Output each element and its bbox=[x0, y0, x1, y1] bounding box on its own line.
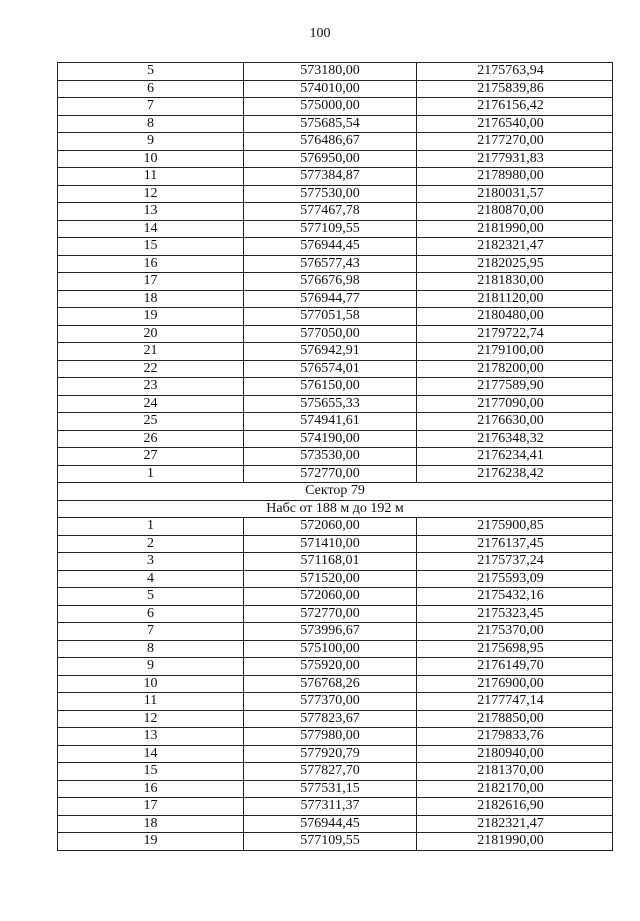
table-row bbox=[58, 220, 613, 238]
table-row bbox=[58, 360, 613, 378]
table-row bbox=[58, 255, 613, 273]
point-number-cell: 5 bbox=[58, 63, 244, 81]
table-row bbox=[58, 325, 613, 343]
y-coordinate-cell: 2181990,00 bbox=[417, 220, 613, 238]
y-coordinate-cell: 2175698,95 bbox=[417, 640, 613, 658]
table-row bbox=[58, 413, 613, 431]
x-coordinate-cell: 576942,91 bbox=[244, 343, 417, 361]
y-coordinate-cell: 2180480,00 bbox=[417, 308, 613, 326]
y-coordinate-cell: 2176137,45 bbox=[417, 535, 613, 553]
point-number-cell: 8 bbox=[58, 640, 244, 658]
y-coordinate-cell: 2182616,90 bbox=[417, 798, 613, 816]
y-coordinate-cell: 2179100,00 bbox=[417, 343, 613, 361]
y-coordinate-cell: 2175839,86 bbox=[417, 80, 613, 98]
table-row bbox=[58, 535, 613, 553]
x-coordinate-cell: 571520,00 bbox=[244, 570, 417, 588]
table-row bbox=[58, 185, 613, 203]
table-row bbox=[58, 833, 613, 851]
point-number-cell: 2 bbox=[58, 535, 244, 553]
x-coordinate-cell: 576486,67 bbox=[244, 133, 417, 151]
table-row bbox=[58, 133, 613, 151]
point-number-cell: 6 bbox=[58, 605, 244, 623]
point-number-cell: 13 bbox=[58, 728, 244, 746]
x-coordinate-cell: 575100,00 bbox=[244, 640, 417, 658]
x-coordinate-cell: 576768,26 bbox=[244, 675, 417, 693]
table-row bbox=[58, 343, 613, 361]
section-header-row bbox=[58, 500, 613, 518]
table-row bbox=[58, 728, 613, 746]
table-row bbox=[58, 150, 613, 168]
point-number-cell: 25 bbox=[58, 413, 244, 431]
x-coordinate-cell: 577109,55 bbox=[244, 833, 417, 851]
table-row bbox=[58, 798, 613, 816]
table-row bbox=[58, 693, 613, 711]
point-number-cell: 21 bbox=[58, 343, 244, 361]
y-coordinate-cell: 2180870,00 bbox=[417, 203, 613, 221]
y-coordinate-cell: 2182321,47 bbox=[417, 238, 613, 256]
table-row bbox=[58, 815, 613, 833]
x-coordinate-cell: 572060,00 bbox=[244, 588, 417, 606]
y-coordinate-cell: 2177589,90 bbox=[417, 378, 613, 396]
y-coordinate-cell: 2181830,00 bbox=[417, 273, 613, 291]
x-coordinate-cell: 577980,00 bbox=[244, 728, 417, 746]
y-coordinate-cell: 2178200,00 bbox=[417, 360, 613, 378]
y-coordinate-cell: 2176630,00 bbox=[417, 413, 613, 431]
coordinates-table-body bbox=[58, 63, 613, 851]
page-number: 100 bbox=[309, 26, 331, 41]
x-coordinate-cell: 571410,00 bbox=[244, 535, 417, 553]
x-coordinate-cell: 576150,00 bbox=[244, 378, 417, 396]
y-coordinate-cell: 2177270,00 bbox=[417, 133, 613, 151]
point-number-cell: 1 bbox=[58, 518, 244, 536]
table-row bbox=[58, 378, 613, 396]
x-coordinate-cell: 577531,15 bbox=[244, 780, 417, 798]
y-coordinate-cell: 2176156,42 bbox=[417, 98, 613, 116]
table-row bbox=[58, 553, 613, 571]
point-number-cell: 10 bbox=[58, 150, 244, 168]
point-number-cell: 7 bbox=[58, 98, 244, 116]
y-coordinate-cell: 2180940,00 bbox=[417, 745, 613, 763]
point-number-cell: 7 bbox=[58, 623, 244, 641]
table-row bbox=[58, 98, 613, 116]
x-coordinate-cell: 577467,78 bbox=[244, 203, 417, 221]
y-coordinate-cell: 2175432,16 bbox=[417, 588, 613, 606]
table-row bbox=[58, 763, 613, 781]
table-row bbox=[58, 623, 613, 641]
y-coordinate-cell: 2178980,00 bbox=[417, 168, 613, 186]
point-number-cell: 22 bbox=[58, 360, 244, 378]
point-number-cell: 15 bbox=[58, 763, 244, 781]
y-coordinate-cell: 2176900,00 bbox=[417, 675, 613, 693]
point-number-cell: 16 bbox=[58, 780, 244, 798]
y-coordinate-cell: 2176540,00 bbox=[417, 115, 613, 133]
x-coordinate-cell: 576944,77 bbox=[244, 290, 417, 308]
table-row bbox=[58, 63, 613, 81]
point-number-cell: 27 bbox=[58, 448, 244, 466]
point-number-cell: 13 bbox=[58, 203, 244, 221]
x-coordinate-cell: 576577,43 bbox=[244, 255, 417, 273]
y-coordinate-cell: 2177747,14 bbox=[417, 693, 613, 711]
x-coordinate-cell: 577109,55 bbox=[244, 220, 417, 238]
x-coordinate-cell: 577920,79 bbox=[244, 745, 417, 763]
table-row bbox=[58, 570, 613, 588]
point-number-cell: 16 bbox=[58, 255, 244, 273]
x-coordinate-cell: 577051,58 bbox=[244, 308, 417, 326]
x-coordinate-cell: 572770,00 bbox=[244, 465, 417, 483]
y-coordinate-cell: 2181370,00 bbox=[417, 763, 613, 781]
table-row bbox=[58, 238, 613, 256]
point-number-cell: 17 bbox=[58, 798, 244, 816]
y-coordinate-cell: 2175900,85 bbox=[417, 518, 613, 536]
point-number-cell: 4 bbox=[58, 570, 244, 588]
x-coordinate-cell: 573996,67 bbox=[244, 623, 417, 641]
table-row bbox=[58, 308, 613, 326]
point-number-cell: 17 bbox=[58, 273, 244, 291]
y-coordinate-cell: 2175370,00 bbox=[417, 623, 613, 641]
y-coordinate-cell: 2176348,32 bbox=[417, 430, 613, 448]
point-number-cell: 6 bbox=[58, 80, 244, 98]
table-row bbox=[58, 710, 613, 728]
point-number-cell: 23 bbox=[58, 378, 244, 396]
x-coordinate-cell: 573530,00 bbox=[244, 448, 417, 466]
x-coordinate-cell: 572770,00 bbox=[244, 605, 417, 623]
point-number-cell: 15 bbox=[58, 238, 244, 256]
point-number-cell: 18 bbox=[58, 290, 244, 308]
table-row bbox=[58, 80, 613, 98]
y-coordinate-cell: 2181990,00 bbox=[417, 833, 613, 851]
table-row bbox=[58, 518, 613, 536]
x-coordinate-cell: 573180,00 bbox=[244, 63, 417, 81]
x-coordinate-cell: 571168,01 bbox=[244, 553, 417, 571]
x-coordinate-cell: 572060,00 bbox=[244, 518, 417, 536]
x-coordinate-cell: 574941,61 bbox=[244, 413, 417, 431]
point-number-cell: 12 bbox=[58, 710, 244, 728]
point-number-cell: 3 bbox=[58, 553, 244, 571]
y-coordinate-cell: 2182321,47 bbox=[417, 815, 613, 833]
point-number-cell: 14 bbox=[58, 745, 244, 763]
x-coordinate-cell: 577311,37 bbox=[244, 798, 417, 816]
y-coordinate-cell: 2182025,95 bbox=[417, 255, 613, 273]
y-coordinate-cell: 2175323,45 bbox=[417, 605, 613, 623]
y-coordinate-cell: 2176238,42 bbox=[417, 465, 613, 483]
y-coordinate-cell: 2179722,74 bbox=[417, 325, 613, 343]
y-coordinate-cell: 2175593,09 bbox=[417, 570, 613, 588]
x-coordinate-cell: 576944,45 bbox=[244, 815, 417, 833]
table-row bbox=[58, 780, 613, 798]
y-coordinate-cell: 2179833,76 bbox=[417, 728, 613, 746]
y-coordinate-cell: 2178850,00 bbox=[417, 710, 613, 728]
table-row bbox=[58, 588, 613, 606]
table-row bbox=[58, 448, 613, 466]
table-row bbox=[58, 465, 613, 483]
table-row bbox=[58, 658, 613, 676]
y-coordinate-cell: 2175763,94 bbox=[417, 63, 613, 81]
table-row bbox=[58, 395, 613, 413]
y-coordinate-cell: 2177931,83 bbox=[417, 150, 613, 168]
point-number-cell: 18 bbox=[58, 815, 244, 833]
table-row bbox=[58, 273, 613, 291]
section-title: Сектор 79 bbox=[58, 483, 613, 501]
y-coordinate-cell: 2176234,41 bbox=[417, 448, 613, 466]
x-coordinate-cell: 577370,00 bbox=[244, 693, 417, 711]
x-coordinate-cell: 577827,70 bbox=[244, 763, 417, 781]
table-row bbox=[58, 640, 613, 658]
x-coordinate-cell: 577530,00 bbox=[244, 185, 417, 203]
x-coordinate-cell: 577050,00 bbox=[244, 325, 417, 343]
point-number-cell: 10 bbox=[58, 675, 244, 693]
point-number-cell: 9 bbox=[58, 658, 244, 676]
table-row bbox=[58, 290, 613, 308]
section-header-row bbox=[58, 483, 613, 501]
y-coordinate-cell: 2182170,00 bbox=[417, 780, 613, 798]
y-coordinate-cell: 2180031,57 bbox=[417, 185, 613, 203]
x-coordinate-cell: 575920,00 bbox=[244, 658, 417, 676]
x-coordinate-cell: 577384,87 bbox=[244, 168, 417, 186]
point-number-cell: 19 bbox=[58, 833, 244, 851]
y-coordinate-cell: 2177090,00 bbox=[417, 395, 613, 413]
x-coordinate-cell: 576944,45 bbox=[244, 238, 417, 256]
x-coordinate-cell: 575000,00 bbox=[244, 98, 417, 116]
y-coordinate-cell: 2181120,00 bbox=[417, 290, 613, 308]
point-number-cell: 20 bbox=[58, 325, 244, 343]
y-coordinate-cell: 2176149,70 bbox=[417, 658, 613, 676]
table-row bbox=[58, 430, 613, 448]
x-coordinate-cell: 576950,00 bbox=[244, 150, 417, 168]
table-row bbox=[58, 168, 613, 186]
x-coordinate-cell: 575685,54 bbox=[244, 115, 417, 133]
point-number-cell: 19 bbox=[58, 308, 244, 326]
x-coordinate-cell: 575655,33 bbox=[244, 395, 417, 413]
point-number-cell: 14 bbox=[58, 220, 244, 238]
x-coordinate-cell: 574010,00 bbox=[244, 80, 417, 98]
x-coordinate-cell: 577823,67 bbox=[244, 710, 417, 728]
point-number-cell: 24 bbox=[58, 395, 244, 413]
point-number-cell: 11 bbox=[58, 693, 244, 711]
point-number-cell: 12 bbox=[58, 185, 244, 203]
point-number-cell: 11 bbox=[58, 168, 244, 186]
point-number-cell: 8 bbox=[58, 115, 244, 133]
x-coordinate-cell: 576676,98 bbox=[244, 273, 417, 291]
section-title: Набс от 188 м до 192 м bbox=[58, 500, 613, 518]
coordinates-table bbox=[57, 62, 613, 851]
point-number-cell: 9 bbox=[58, 133, 244, 151]
x-coordinate-cell: 576574,01 bbox=[244, 360, 417, 378]
point-number-cell: 1 bbox=[58, 465, 244, 483]
x-coordinate-cell: 574190,00 bbox=[244, 430, 417, 448]
point-number-cell: 26 bbox=[58, 430, 244, 448]
y-coordinate-cell: 2175737,24 bbox=[417, 553, 613, 571]
point-number-cell: 5 bbox=[58, 588, 244, 606]
table-row bbox=[58, 605, 613, 623]
table-row bbox=[58, 745, 613, 763]
table-row bbox=[58, 203, 613, 221]
table-row bbox=[58, 675, 613, 693]
table-row bbox=[58, 115, 613, 133]
